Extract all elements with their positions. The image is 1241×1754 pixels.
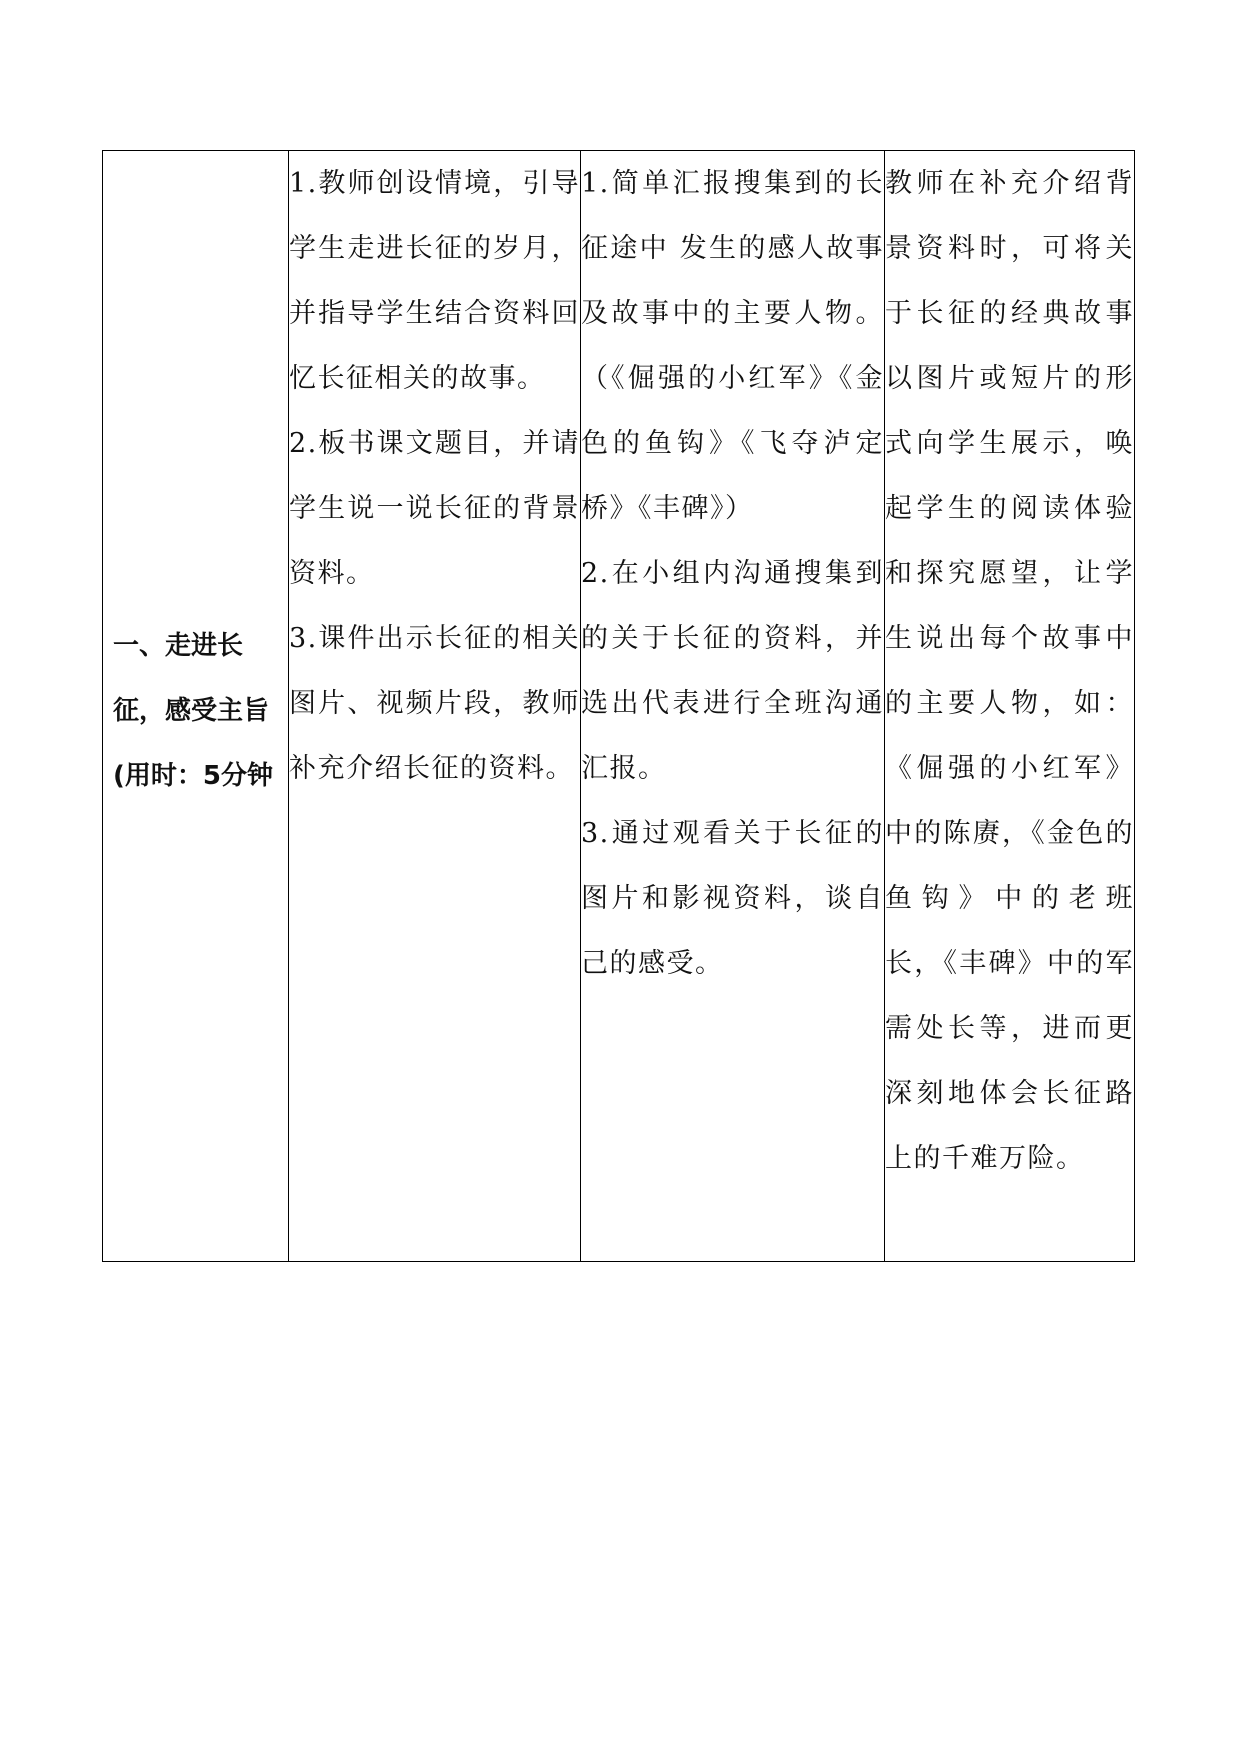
stage-title-cell	[103, 151, 289, 1262]
student-activities-cell	[581, 151, 885, 1262]
stage-title: 一、走进长征，感受主旨(用时：5分钟	[113, 630, 273, 791]
student-activity-3: 3.通过观看关于长征的图片和影视资料，谈自己的感受。	[581, 818, 884, 979]
teacher-activities-cell	[289, 151, 581, 1262]
student-activity-2: 2.在小组内沟通搜集到的关于长征的资料，并选出代表进行全班沟通汇报。	[581, 558, 884, 784]
lesson-plan-table	[102, 150, 1135, 1262]
teacher-activity-1: 1.教师创设情境，引导学生走进长征的岁月，并指导学生结合资料回忆长征相关的故事。	[289, 168, 580, 394]
design-note: 教师在补充介绍背景资料时，可将关于长征的经典故事以图片或短片的形式向学生展示，唤起学生的阅读体验和探究愿望，让学生说出每个故事中的主要人物，如：《倔强的小红军》中的陈赓，《金色的鱼钩》中的老班长，《丰碑》中的军需处长等，进而更深刻地体会长征路上的千难万险。	[885, 168, 1134, 1174]
table-row	[103, 151, 1135, 1262]
student-activity-1: 1.简单汇报搜集到的长征途中 发生的感人故事及故事中的主要人物。（《倔强的小红军》《金色的鱼钩》《飞夺泸定桥》《丰碑》）	[581, 168, 884, 524]
teacher-activity-3: 3.课件出示长征的相关图片、视频片段，教师补充介绍长征的资料。	[289, 623, 580, 784]
teacher-activity-2: 2.板书课文题目，并请学生说一说长征的背景资料。	[289, 428, 580, 589]
design-note-cell	[885, 151, 1135, 1262]
